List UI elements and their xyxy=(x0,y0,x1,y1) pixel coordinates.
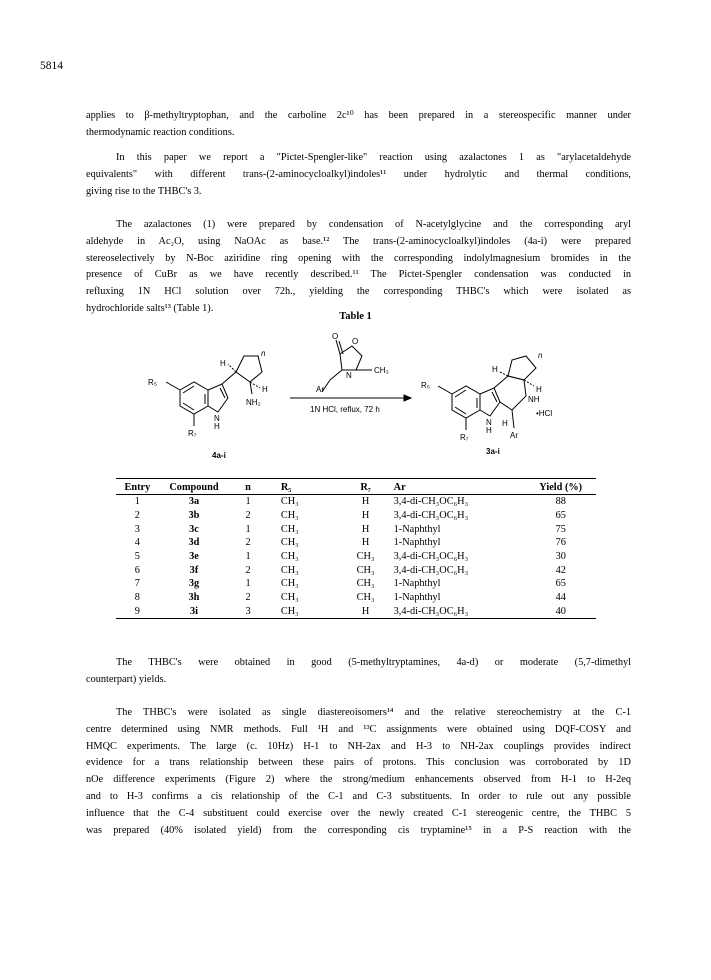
r7-cell: CH₃ xyxy=(356,578,375,590)
atom-label: NH xyxy=(528,395,540,404)
r7-cell: CH₃ xyxy=(356,551,375,563)
text-line: evidence for a trans relationship between these pairs of protons. This conclusion was corroborated by 1D xyxy=(86,757,631,769)
atom-label: Ar xyxy=(510,431,518,440)
atom-label: R₇ xyxy=(188,429,197,438)
benzene-ring-left xyxy=(180,382,208,414)
atom-label: N xyxy=(214,414,220,423)
paragraph-intro-continued xyxy=(86,108,631,142)
text-line: was prepared (40% isolated yield) from the corresponding cis tryptamine¹⁵ in a P-S reaction with the xyxy=(86,824,631,836)
atom-label: R₇ xyxy=(460,433,469,442)
atom-label: N xyxy=(346,371,352,380)
compound-cell: 3b xyxy=(188,510,200,522)
atom-label: n xyxy=(261,349,266,358)
text-line: giving rise to the THBC's 3. xyxy=(86,185,202,197)
table-row xyxy=(116,550,596,564)
ar-cell: 1-Naphthyl xyxy=(393,578,441,590)
paragraph-preparation xyxy=(86,217,631,318)
compound-cell: 3c xyxy=(189,523,199,535)
column-header: n xyxy=(229,479,267,495)
ar-cell: 3,4-di-CH₃OC₆H₃ xyxy=(393,564,469,576)
text-line: hydrochloride salts¹³ (Table 1). xyxy=(86,302,214,314)
atom-label: O xyxy=(332,332,339,341)
compound-cell: 3e xyxy=(189,551,199,563)
yield-cell: 65 xyxy=(555,510,566,522)
atom-label: NH₂ xyxy=(246,398,261,407)
text-line: The azalactones (1) were prepared by condensation of N-acetylglycine and the corresponding aryl xyxy=(116,219,631,230)
atom-label: n xyxy=(538,351,543,360)
paragraph-report xyxy=(86,150,631,200)
compound-cell: 3d xyxy=(188,537,200,549)
n-cell: 2 xyxy=(245,510,251,522)
r5-cell: CH₃ xyxy=(280,496,299,508)
results-table xyxy=(116,478,596,619)
yield-cell: 75 xyxy=(555,523,566,535)
column-header: R₇ xyxy=(344,479,388,495)
n-cell: 1 xyxy=(245,551,251,563)
table-row xyxy=(116,605,596,619)
n-cell: 3 xyxy=(229,605,267,619)
r7-cell: H xyxy=(344,605,388,619)
atom-label: CH₃ xyxy=(374,366,389,375)
ar-cell: 3,4-di-CH₃OC₆H₃ xyxy=(393,496,469,508)
atom-label: H xyxy=(492,365,498,374)
table-header-row xyxy=(116,479,596,495)
tetrahydropyridine-ring xyxy=(494,376,526,410)
table-row xyxy=(116,577,596,591)
r5-cell: CH₃ xyxy=(280,551,299,563)
reaction-scheme xyxy=(140,330,580,460)
ar-cell: 3,4-di-CH₃OC₆H₃ xyxy=(393,510,469,522)
compound-label: 4a-i xyxy=(212,451,226,460)
n-cell: 1 xyxy=(245,496,251,508)
yield-cell: 76 xyxy=(555,537,566,549)
r7-cell: CH₃ xyxy=(356,592,375,604)
atom-label: O xyxy=(352,337,359,346)
compound-cell: 3f xyxy=(189,564,199,576)
r5-cell: CH₃ xyxy=(280,510,299,522)
azalactone-ring xyxy=(340,346,362,370)
yield-cell: 88 xyxy=(555,496,566,508)
entry-cell: 8 xyxy=(134,592,140,604)
compound-cell: 3a xyxy=(188,496,200,508)
compound-cell: 3g xyxy=(188,578,200,590)
text-line: The THBC's were obtained in good (5-methyltryptamines, 4a-d) or moderate (5,7-dimethyl xyxy=(116,657,631,668)
text-line: and to H-3 confirms a cis relationship of the C-1 and C-3 substituents. In order to rule out any possible xyxy=(86,790,631,802)
atom-label: R₅ xyxy=(148,378,157,387)
text-line: applies to β-methyltryptophan, and the carboline 2c¹⁰ has been prepared in a stereospecific manner under xyxy=(86,110,631,121)
r7-cell: H xyxy=(361,537,370,549)
entry-cell: 4 xyxy=(134,537,140,549)
r5-cell: CH₃ xyxy=(280,537,299,549)
paragraph-yields xyxy=(86,655,631,689)
atom-label: H xyxy=(220,359,226,368)
r5-cell: CH₃ xyxy=(280,523,299,535)
table-row xyxy=(116,522,596,536)
n-cell: 1 xyxy=(245,523,251,535)
entry-cell: 5 xyxy=(134,551,140,563)
reagent-label: 1N HCl, reflux, 72 h xyxy=(310,405,380,414)
atom-label: N xyxy=(486,418,492,427)
compound-cell: 3i xyxy=(159,605,229,619)
yield-cell: 44 xyxy=(555,592,566,604)
column-header: Entry xyxy=(116,479,159,495)
entry-cell: 9 xyxy=(116,605,159,619)
table-row xyxy=(116,563,596,577)
text-line: centre determined using NMR methods. Full ¹H and ¹³C assignments were obtained using DQF-COSY and xyxy=(86,723,631,735)
r5-cell: CH₃ xyxy=(280,578,299,590)
r5-cell: CH₃ xyxy=(267,605,344,619)
r7-cell: H xyxy=(361,510,370,522)
text-line: presence of CuBr as we have recently described.¹¹ The Pictet-Spengler condensation was conducted in xyxy=(86,269,631,281)
cycloalkane-ring-left xyxy=(236,356,262,382)
atom-label: H xyxy=(536,385,542,394)
table-row xyxy=(116,591,596,605)
compound-cell: 3h xyxy=(188,592,200,604)
table-row xyxy=(116,495,596,509)
n-cell: 2 xyxy=(245,537,251,549)
text-line: The THBC's were isolated as single diastereoisomers¹⁴ and the relative stereochemistry at the C-1 xyxy=(116,707,631,718)
r5-cell: CH₃ xyxy=(280,592,299,604)
atom-label: H xyxy=(502,419,508,428)
atom-label: R₅ xyxy=(421,381,430,390)
table-row xyxy=(116,509,596,523)
compound-label: 3a-i xyxy=(486,447,500,456)
r5-cell: CH₃ xyxy=(280,564,299,576)
r7-cell: H xyxy=(361,523,370,535)
yield-cell: 30 xyxy=(555,551,566,563)
n-cell: 2 xyxy=(245,564,251,576)
page-number: 5814 xyxy=(40,60,63,72)
r7-cell: CH₃ xyxy=(356,564,375,576)
reaction-arrow-head xyxy=(404,395,411,401)
n-cell: 2 xyxy=(245,592,251,604)
text-line: HMQC experiments. The large (c. 10Hz) H-1 to NH-2ax and H-3 to NH-2ax couplings provides indirect xyxy=(86,740,631,752)
entry-cell: 2 xyxy=(134,510,140,522)
ar-cell: 1-Naphthyl xyxy=(393,523,441,535)
atom-label: H xyxy=(486,426,492,435)
atom-label: Ar xyxy=(316,385,324,394)
atom-label: •HCl xyxy=(536,409,553,418)
text-line: stereoselectively by N-Boc aziridine ring opening with the corresponding indolylmagnesium bromides in the xyxy=(86,252,631,264)
text-line: influence that the C-4 substituent could exercise over the newly created C-1 stereogenic centre, the THBC 5 xyxy=(86,807,631,819)
text-line: thermodynamic reaction conditions. xyxy=(86,126,235,138)
text-line: counterpart) yields. xyxy=(86,673,167,685)
column-header: Yield (%) xyxy=(525,479,596,495)
ar-cell: 3,4-di-CH₃OC₆H₃ xyxy=(388,605,526,619)
entry-cell: 3 xyxy=(134,523,140,535)
benzene-ring-right xyxy=(452,386,480,418)
paragraph-stereochemistry xyxy=(86,705,631,839)
cycloalkane-ring-right xyxy=(508,356,536,380)
ar-cell: 1-Naphthyl xyxy=(393,592,441,604)
column-header: Compound xyxy=(159,479,229,495)
yield-cell: 42 xyxy=(555,564,566,576)
text-line: equivalents" with different trans-(2-aminocycloalkyl)indoles¹¹ under hydrolytic and thermal conditions, xyxy=(86,168,631,180)
table-row xyxy=(116,536,596,550)
text-line: In this paper we report a "Pictet-Spengler-like" reaction using azalactones 1 as "arylacetaldehyde xyxy=(116,152,631,163)
table-title: Table 1 xyxy=(339,311,372,322)
ar-cell: 3,4-di-CH₃OC₆H₃ xyxy=(393,551,469,563)
atom-label: H xyxy=(262,385,268,394)
column-header: R₅ xyxy=(267,479,344,495)
n-cell: 1 xyxy=(245,578,251,590)
ar-cell: 1-Naphthyl xyxy=(393,537,441,549)
entry-cell: 1 xyxy=(134,496,140,508)
yield-cell: 40 xyxy=(525,605,596,619)
entry-cell: 7 xyxy=(134,578,140,590)
r7-cell: H xyxy=(361,496,370,508)
text-line: nOe difference experiments (Figure 2) where the strong/medium enhancements observed from H-1 to H-2eq xyxy=(86,774,631,786)
atom-label: H xyxy=(214,422,220,431)
yield-cell: 65 xyxy=(555,578,566,590)
column-header: Ar xyxy=(388,479,526,495)
entry-cell: 6 xyxy=(134,564,140,576)
text-line: refluxing 1N HCl solution over 72h., yielding the corresponding THBC's which were isolated as xyxy=(86,286,631,298)
text-line: aldehyde in Ac₂O, using NaOAc as base.¹² The trans-(2-aminocycloalkyl)indoles (4a-i) were prepared xyxy=(86,235,631,247)
